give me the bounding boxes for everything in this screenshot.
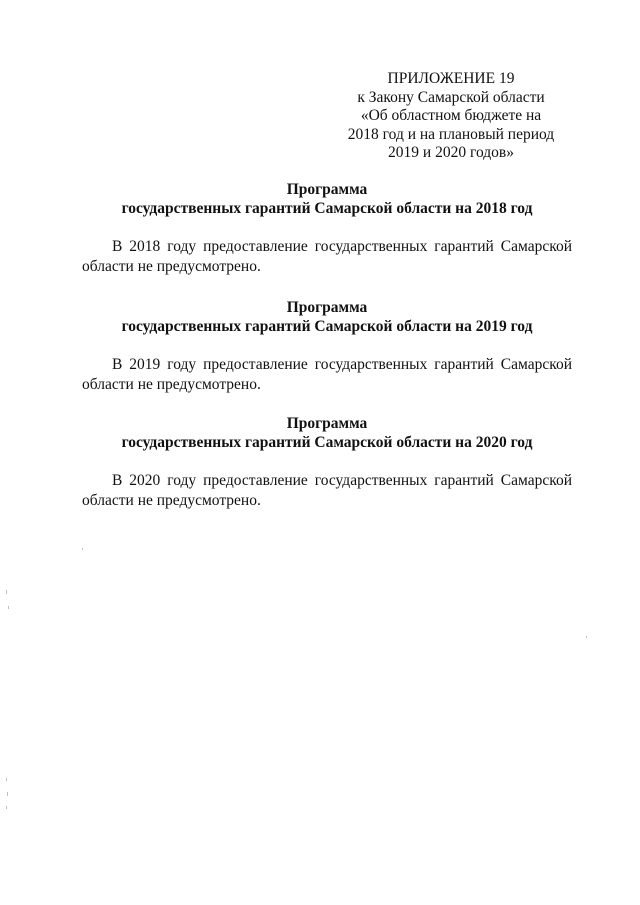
word: государственных <box>314 356 428 373</box>
word: гарантий <box>434 356 494 373</box>
section-body <box>82 237 572 276</box>
appendix-law-name-line1: «Об областном бюджете на <box>360 107 542 125</box>
section-heading-subtitle: государственных гарантий Самарской области на 2019 год <box>121 318 533 335</box>
guarantee-program-2019 <box>82 298 572 394</box>
section-body-line2: области не предусмотрено. <box>82 375 261 393</box>
word: Самарской <box>500 356 572 373</box>
section-body-line1 <box>82 237 572 257</box>
section-body-line2: области не предусмотрено. <box>82 257 261 275</box>
word: году <box>167 472 197 489</box>
word: предоставление <box>203 356 308 373</box>
guarantee-program-2018 <box>82 180 572 276</box>
section-heading-subtitle: государственных гарантий Самарской области на 2018 год <box>121 200 533 217</box>
section-heading-title: Программа <box>286 415 368 432</box>
scan-speck <box>6 778 7 781</box>
guarantee-program-2020 <box>82 414 572 510</box>
word: государственных <box>314 472 428 489</box>
section-heading-title: Программа <box>286 299 368 316</box>
scan-speck <box>8 606 9 609</box>
word: Самарской <box>500 238 572 255</box>
word: В <box>112 472 123 489</box>
word: году <box>167 238 197 255</box>
scan-speck <box>6 590 7 594</box>
appendix-law-name-line2: 2018 год и на плановый период <box>347 125 555 143</box>
section-body <box>82 471 572 510</box>
word: гарантий <box>434 238 494 255</box>
word: В <box>112 356 123 373</box>
scan-speck <box>82 548 83 550</box>
section-heading-subtitle: государственных гарантий Самарской области на 2020 год <box>121 434 533 451</box>
section-heading <box>82 298 572 336</box>
word: предоставление <box>203 238 308 255</box>
word: 2020 <box>129 472 161 489</box>
word: году <box>167 356 197 373</box>
word: 2018 <box>129 238 161 255</box>
section-body-line1 <box>82 355 572 375</box>
appendix-law-line: к Закону Самарской области <box>357 88 545 106</box>
appendix-header <box>300 70 602 163</box>
section-body-line1 <box>82 471 572 491</box>
section-heading-title: Программа <box>286 181 368 198</box>
word: В <box>112 238 123 255</box>
word: Самарской <box>500 472 572 489</box>
scan-speck <box>586 636 587 638</box>
appendix-law-name-line3: 2019 и 2020 годов» <box>388 144 514 162</box>
section-heading <box>82 180 572 218</box>
scan-speck <box>7 792 8 796</box>
word: предоставление <box>203 472 308 489</box>
word: гарантий <box>434 472 494 489</box>
word: 2019 <box>129 356 161 373</box>
section-body-line2: области не предусмотрено. <box>82 491 261 509</box>
section-heading <box>82 414 572 452</box>
scan-speck <box>6 806 7 809</box>
word: государственных <box>314 238 428 255</box>
appendix-title: ПРИЛОЖЕНИЕ 19 <box>387 70 515 87</box>
section-body <box>82 355 572 394</box>
